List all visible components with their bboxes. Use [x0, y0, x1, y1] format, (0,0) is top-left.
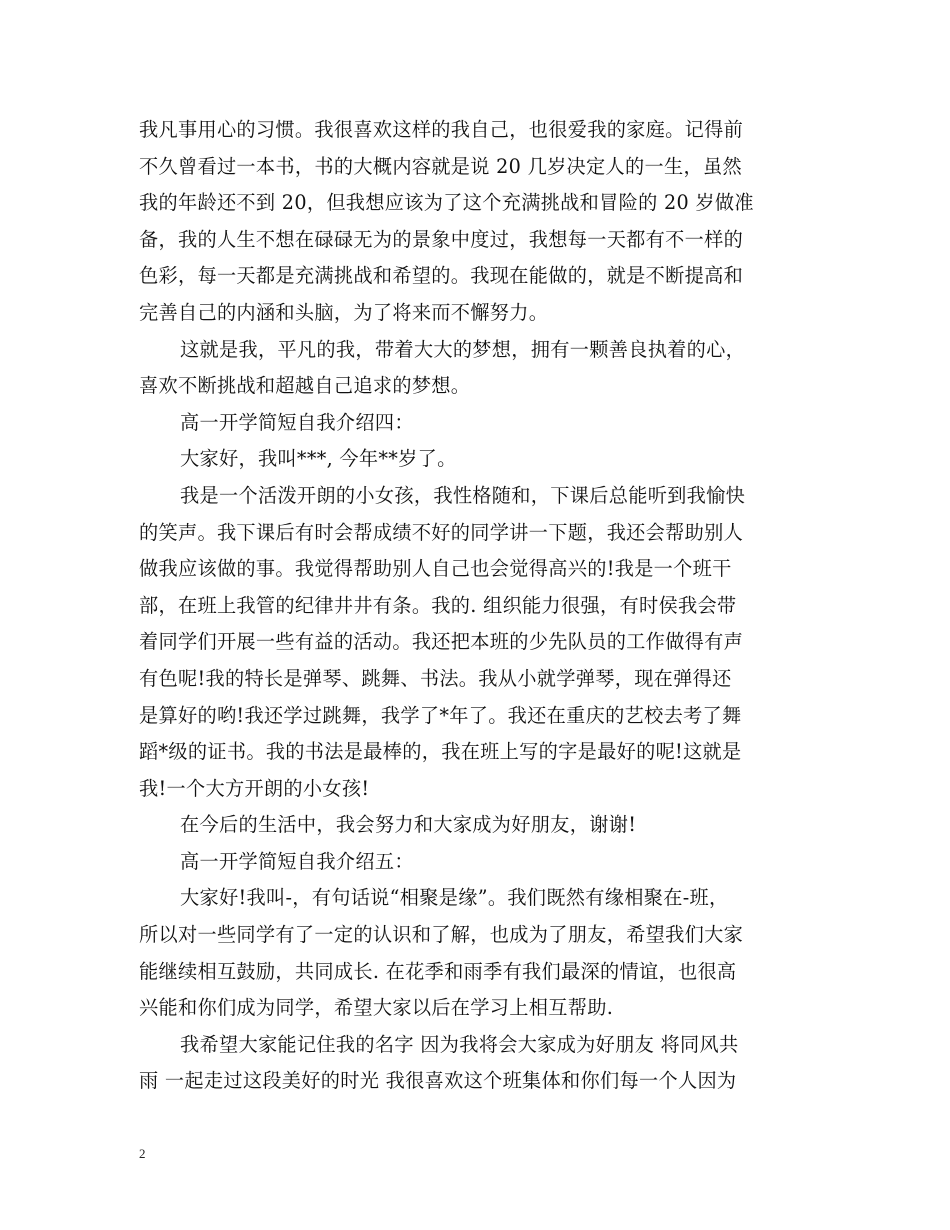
text-line: 雨 一起走过这段美好的时光 我很喜欢这个班集体和你们每一个人因为: [139, 1069, 737, 1093]
text-line: 喜欢不断挑战和超越自己追求的梦想。: [139, 374, 471, 398]
text-line: 色彩，每一天都是充满挑战和希望的。我现在能做的，就是不断提高和: [139, 264, 744, 288]
text-line: 高一开学简短自我介绍四：: [180, 410, 414, 434]
paragraph: [139, 478, 819, 807]
text-line: 在今后的生活中，我会努力和大家成为好朋友，谢谢!: [180, 813, 637, 837]
text-line: 着同学们开展一些有益的活动。我还把本班的少先队员的工作做得有声: [139, 630, 744, 654]
text-line: 大家好，我叫***, 今年**岁了。: [180, 447, 457, 471]
text-line: 部，在班上我管的纪律井井有条。我的. 组织能力很强，有时侯我会带: [139, 593, 737, 617]
text-line: 高一开学简短自我介绍五：: [180, 849, 414, 873]
text-line: 完善自己的内涵和头脑，为了将来而不懈努力。: [139, 300, 549, 324]
text-line: 做我应该做的事。我觉得帮助别人自己也会觉得高兴的!我是一个班干: [139, 557, 732, 581]
document-body: [139, 112, 819, 1100]
page-number: 2: [139, 1146, 146, 1161]
text-line: 我凡事用心的习惯。我很喜欢这样的我自己，也很爱我的家庭。记得前: [139, 118, 744, 141]
paragraph: [139, 112, 819, 332]
paragraph: [139, 844, 819, 881]
paragraph: [139, 332, 819, 405]
text-line: 蹈*级的证书。我的书法是最棒的，我在班上写的字是最好的呢!这就是: [139, 740, 742, 764]
text-line: 是算好的哟!我还学过跳舞，我学了*年了。我还在重庆的艺校去考了舞: [139, 703, 742, 727]
text-line: 我希望大家能记住我的名字 因为我将会大家成为好朋友 将同风共: [180, 1032, 739, 1056]
paragraph: [139, 1027, 819, 1100]
text-line: 大家好!我叫-，有句话说“相聚是缘”。我们既然有缘相聚在-班，: [180, 886, 729, 910]
text-line: 这就是我，平凡的我，带着大大的梦想，拥有一颗善良执着的心，: [180, 337, 746, 361]
paragraph: [139, 441, 819, 478]
text-line: 能继续相互鼓励，共同成长. 在花季和雨季有我们最深的情谊，也很高: [139, 959, 737, 983]
text-line: 所以对一些同学有了一定的认识和了解，也成为了朋友，希望我们大家: [139, 923, 744, 947]
text-line: 我!一个大方开朗的小女孩!: [139, 776, 370, 800]
paragraph: [139, 880, 819, 1026]
text-line: 有色呢!我的特长是弹琴、跳舞、书法。我从小就学弹琴，现在弹得还: [139, 666, 732, 690]
paragraph: [139, 405, 819, 442]
text-line: 备，我的人生不想在碌碌无为的景象中度过，我想每一天都有不一样的: [139, 227, 744, 251]
text-line: 不久曾看过一本书，书的大概内容就是说 20 几岁决定人的一生，虽然: [139, 154, 742, 178]
text-line: 我是一个活泼开朗的小女孩，我性格随和，下课后总能听到我愉快: [180, 483, 746, 507]
text-line: 兴能和你们成为同学，希望大家以后在学习上相互帮助.: [139, 996, 614, 1020]
text-line: 的笑声。我下课后有时会帮成绩不好的同学讲一下题，我还会帮助别人: [139, 520, 744, 544]
text-line: 我的年龄还不到 20，但我想应该为了这个充满挑战和冒险的 20 岁做准: [139, 191, 754, 215]
paragraph: [139, 807, 819, 844]
